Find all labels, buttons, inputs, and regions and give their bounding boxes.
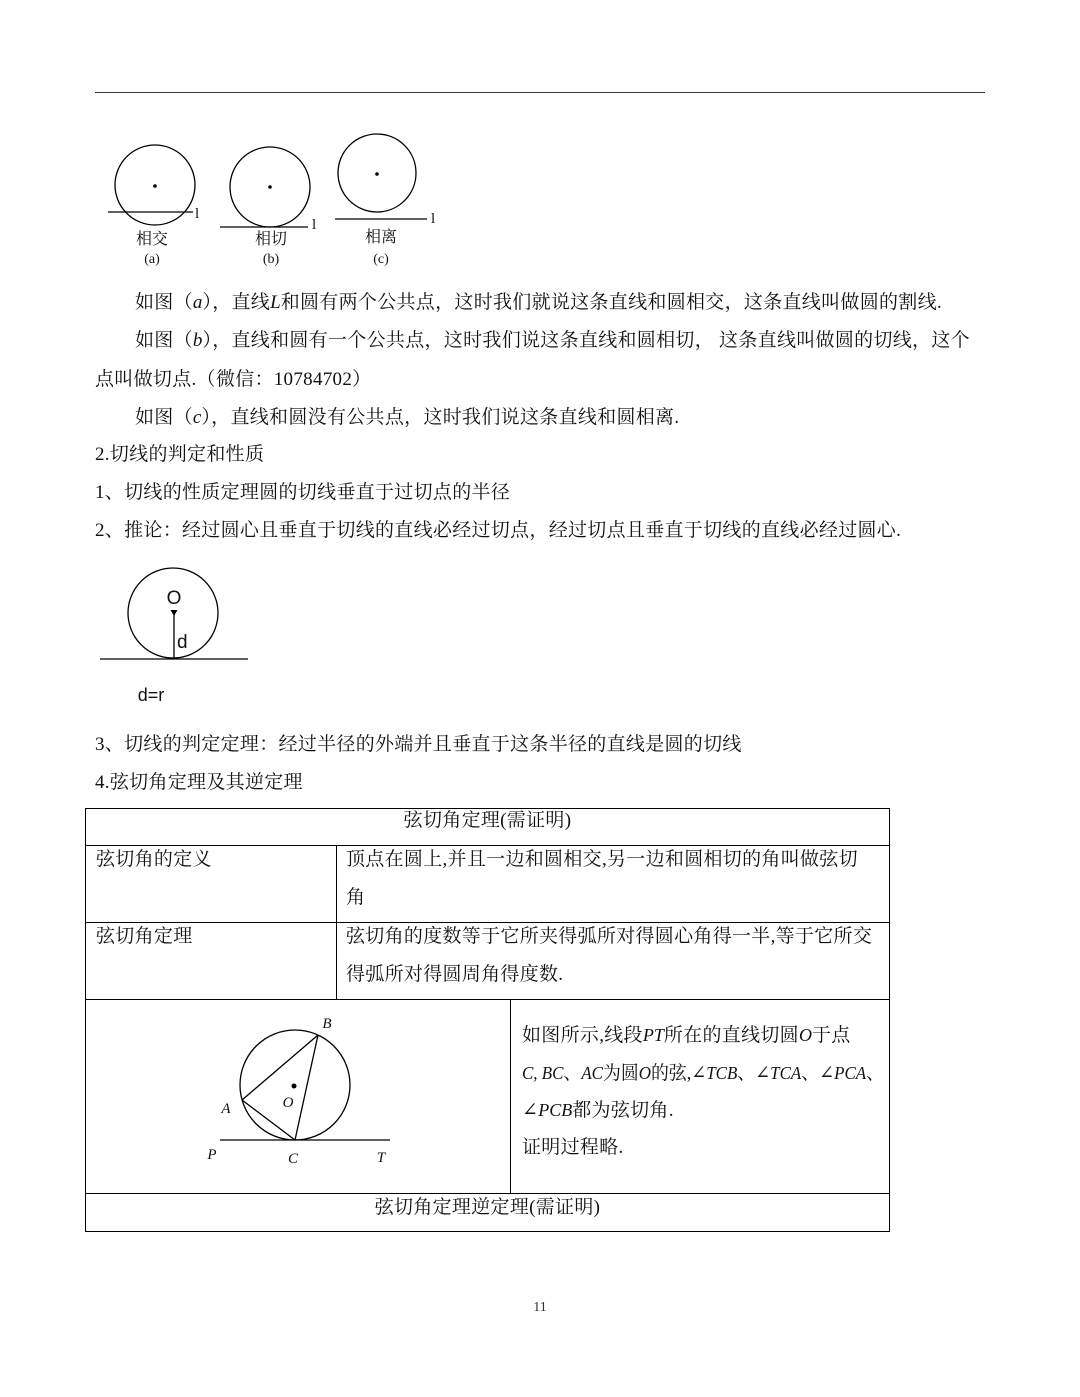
text-segment: 都为弦切角. — [572, 1100, 674, 1121]
table-row-text: 顶点在圆上,并且一边和圆相交,另一边和圆相切的角叫做弦切 — [346, 849, 858, 870]
table-figure-cell — [86, 1000, 511, 1194]
section-heading-2: 2.切线的判定和性质 — [95, 444, 265, 465]
relation-tag: (b) — [262, 252, 280, 267]
chord-tangent-angle-table — [85, 808, 890, 1232]
text-segment: 、 — [563, 1063, 582, 1084]
relation-name: 相交 — [135, 231, 169, 248]
text-segment: 、 — [866, 1063, 885, 1084]
note-line-1 — [522, 1023, 851, 1048]
table-row-content-cell — [337, 923, 889, 1000]
paragraph-intersecting — [135, 291, 942, 315]
figure-intersecting — [108, 145, 199, 267]
text-segment: 如图（ — [135, 292, 193, 313]
chord-ab — [242, 1035, 318, 1100]
table-row-label-cell — [86, 846, 337, 923]
symbol-segment: C, BC — [522, 1063, 564, 1083]
center-label-o: O — [282, 1095, 294, 1111]
section-heading-4: 4.弦切角定理及其逆定理 — [95, 772, 303, 793]
tangent-distance-figure — [95, 560, 255, 710]
center-dot — [375, 172, 379, 176]
relation-name: 相离 — [364, 229, 398, 246]
point-label-b: B — [322, 1016, 332, 1032]
text-segment: 所在的直线切圆 — [663, 1025, 799, 1046]
center-dot — [268, 185, 272, 189]
paragraph-separate — [135, 406, 679, 430]
relation-tag: (c) — [373, 252, 389, 267]
text-segment: 、∠ — [737, 1063, 771, 1084]
center-dot — [153, 184, 157, 188]
distance-label: d — [177, 632, 188, 653]
line-circle-relations-figure — [100, 128, 445, 270]
table-row-label: 弦切角的定义 — [96, 849, 212, 870]
line-label: l — [195, 206, 200, 222]
chord-tangent-figure — [200, 1010, 400, 1170]
line-label: l — [312, 217, 317, 233]
text-segment: 的弦,∠ — [651, 1063, 707, 1084]
point-label-p: P — [207, 1147, 217, 1163]
center-label: O — [166, 588, 182, 609]
table-row-label-cell — [86, 923, 337, 1000]
table-row-text: 角 — [346, 887, 366, 908]
text-segment: 和圆有两个公共点，这时我们就说这条直线和圆相交，这条直线叫做圆的割线. — [280, 292, 942, 313]
symbol-segment: O — [638, 1063, 652, 1083]
page-number: 11 — [533, 1300, 547, 1315]
header-rule — [95, 92, 985, 93]
point-label-c: C — [287, 1151, 299, 1167]
table-row-text: 弦切角的度数等于它所夹得弧所对得圆心角得一半,等于它所交 — [346, 926, 873, 947]
list-item-2: 2、推论：经过圆心且垂直于切线的直线必经过切点，经过切点且垂直于切线的直线必经过圆心. — [95, 520, 902, 541]
chord-bc — [295, 1035, 318, 1140]
symbol-segment: TCB — [706, 1063, 738, 1083]
line-label: l — [431, 211, 436, 227]
text-segment: 如图（ — [135, 407, 193, 428]
relation-name: 相切 — [254, 231, 288, 248]
text-segment: 为圆 — [602, 1063, 639, 1084]
symbol-segment: TCA — [770, 1063, 802, 1083]
note-line-3 — [522, 1098, 674, 1123]
table-footer: 弦切角定理逆定理(需证明) — [374, 1197, 601, 1218]
figure-ref-c: c — [192, 407, 202, 428]
line-symbol-l: L — [270, 292, 281, 313]
text-segment: ），直线 — [202, 292, 271, 313]
text-segment: ），直线和圆有一个公共点，这时我们说这条直线和圆相切， 这条直线叫做圆的切线，这个 — [202, 330, 970, 351]
relation-tag: (a) — [144, 252, 160, 267]
table-note-cell — [511, 1000, 889, 1194]
text-segment: ），直线和圆没有公共点，这时我们说这条直线和圆相离. — [201, 407, 680, 428]
figure-tangent — [220, 147, 316, 267]
table-row-label: 弦切角定理 — [96, 926, 193, 947]
symbol-segment: PCA — [834, 1063, 867, 1083]
text-segment: ∠ — [522, 1100, 539, 1121]
paragraph-tangent-line2: 点叫做切点.（微信：10784702） — [95, 369, 372, 390]
text-segment: 如图（ — [135, 330, 193, 351]
segment-symbol: PT — [642, 1025, 664, 1045]
note-line-4: 证明过程略. — [522, 1137, 624, 1158]
figure-caption: d=r — [137, 685, 165, 705]
table-row-content-cell — [337, 846, 889, 923]
figure-ref-b: b — [192, 330, 203, 351]
note-line-2 — [522, 1061, 884, 1086]
figure-separate — [335, 134, 435, 267]
symbol-segment: AC — [581, 1063, 603, 1083]
circle-symbol: O — [798, 1025, 812, 1045]
paragraph-tangent-line1 — [135, 329, 970, 353]
table-footer-cell — [86, 1194, 889, 1231]
point-label-t: T — [376, 1150, 386, 1166]
point-label-a: A — [221, 1101, 231, 1117]
text-segment: 、∠ — [801, 1063, 835, 1084]
list-item-1: 1、切线的性质定理圆的切线垂直于过切点的半径 — [95, 482, 511, 503]
table-row-text: 得弧所对得圆周角得度数. — [346, 964, 564, 985]
text-segment: 于点 — [811, 1025, 851, 1046]
text-segment: 如图所示,线段 — [522, 1025, 643, 1046]
center-dot — [292, 1084, 297, 1089]
figure-ref-a: a — [192, 292, 203, 313]
table-title-cell — [86, 809, 889, 846]
table-title: 弦切角定理(需证明) — [403, 810, 572, 831]
list-item-3: 3、切线的判定定理：经过半径的外端并且垂直于这条半径的直线是圆的切线 — [95, 734, 742, 755]
symbol-segment: PCB — [538, 1100, 573, 1120]
